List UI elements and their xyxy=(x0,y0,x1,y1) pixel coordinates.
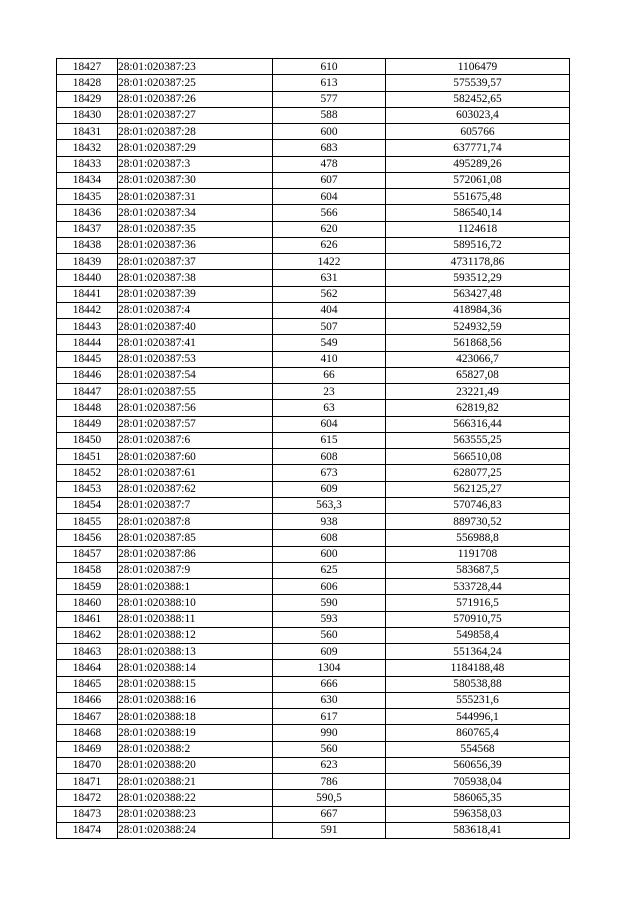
cadastral-number-cell: 28:01:020387:57 xyxy=(118,416,273,432)
area-cell: 1304 xyxy=(273,660,386,676)
table-row xyxy=(57,254,570,270)
row-number-cell: 18430 xyxy=(57,107,118,123)
table-row xyxy=(57,205,570,221)
cadastral-number-cell: 28:01:020388:14 xyxy=(118,660,273,676)
row-number-cell: 18462 xyxy=(57,627,118,643)
table-row xyxy=(57,400,570,416)
row-number-cell: 18438 xyxy=(57,237,118,253)
table-row xyxy=(57,416,570,432)
area-cell: 1422 xyxy=(273,254,386,270)
table-row xyxy=(57,59,570,75)
cadastral-number-cell: 28:01:020387:37 xyxy=(118,254,273,270)
value-cell: 1124618 xyxy=(386,221,570,237)
area-cell: 63 xyxy=(273,400,386,416)
table-row xyxy=(57,367,570,383)
cadastral-number-cell: 28:01:020388:18 xyxy=(118,709,273,725)
row-number-cell: 18474 xyxy=(57,822,118,838)
area-cell: 667 xyxy=(273,806,386,822)
area-cell: 590 xyxy=(273,595,386,611)
row-number-cell: 18448 xyxy=(57,400,118,416)
cadastral-number-cell: 28:01:020387:9 xyxy=(118,562,273,578)
table-row xyxy=(57,627,570,643)
area-cell: 563,3 xyxy=(273,497,386,513)
value-cell: 561868,56 xyxy=(386,335,570,351)
cadastral-number-cell: 28:01:020388:12 xyxy=(118,627,273,643)
value-cell: 62819,82 xyxy=(386,400,570,416)
area-cell: 615 xyxy=(273,432,386,448)
table-row xyxy=(57,319,570,335)
row-number-cell: 18446 xyxy=(57,367,118,383)
value-cell: 586065,35 xyxy=(386,790,570,806)
cadastral-number-cell: 28:01:020387:36 xyxy=(118,237,273,253)
cadastral-number-cell: 28:01:020387:38 xyxy=(118,270,273,286)
table-row xyxy=(57,270,570,286)
table-row xyxy=(57,335,570,351)
value-cell: 566316,44 xyxy=(386,416,570,432)
table-row xyxy=(57,757,570,773)
table-row xyxy=(57,579,570,595)
row-number-cell: 18429 xyxy=(57,91,118,107)
table-row xyxy=(57,140,570,156)
cadastral-number-cell: 28:01:020388:22 xyxy=(118,790,273,806)
area-cell: 478 xyxy=(273,156,386,172)
table-row xyxy=(57,562,570,578)
value-cell: 554568 xyxy=(386,741,570,757)
row-number-cell: 18465 xyxy=(57,676,118,692)
row-number-cell: 18450 xyxy=(57,432,118,448)
value-cell: 562125,27 xyxy=(386,481,570,497)
area-cell: 23 xyxy=(273,384,386,400)
value-cell: 637771,74 xyxy=(386,140,570,156)
table-row xyxy=(57,530,570,546)
row-number-cell: 18468 xyxy=(57,725,118,741)
cadastral-number-cell: 28:01:020387:26 xyxy=(118,91,273,107)
area-cell: 626 xyxy=(273,237,386,253)
row-number-cell: 18464 xyxy=(57,660,118,676)
table-row xyxy=(57,546,570,562)
table-row xyxy=(57,189,570,205)
cadastral-number-cell: 28:01:020388:21 xyxy=(118,774,273,790)
table-row xyxy=(57,107,570,123)
value-cell: 555231,6 xyxy=(386,692,570,708)
area-cell: 410 xyxy=(273,351,386,367)
value-cell: 583687,5 xyxy=(386,562,570,578)
table-row xyxy=(57,384,570,400)
area-cell: 683 xyxy=(273,140,386,156)
area-cell: 673 xyxy=(273,465,386,481)
area-cell: 593 xyxy=(273,611,386,627)
row-number-cell: 18460 xyxy=(57,595,118,611)
table-row xyxy=(57,481,570,497)
area-cell: 560 xyxy=(273,627,386,643)
area-cell: 938 xyxy=(273,514,386,530)
area-cell: 591 xyxy=(273,822,386,838)
table-row xyxy=(57,692,570,708)
value-cell: 605766 xyxy=(386,124,570,140)
table-row xyxy=(57,432,570,448)
row-number-cell: 18440 xyxy=(57,270,118,286)
area-cell: 617 xyxy=(273,709,386,725)
row-number-cell: 18470 xyxy=(57,757,118,773)
table-row xyxy=(57,790,570,806)
table-body xyxy=(57,59,570,839)
row-number-cell: 18445 xyxy=(57,351,118,367)
table-row xyxy=(57,75,570,91)
area-cell: 604 xyxy=(273,416,386,432)
value-cell: 582452,65 xyxy=(386,91,570,107)
cadastral-number-cell: 28:01:020388:1 xyxy=(118,579,273,595)
table-row xyxy=(57,774,570,790)
area-cell: 549 xyxy=(273,335,386,351)
row-number-cell: 18455 xyxy=(57,514,118,530)
cadastral-number-cell: 28:01:020388:23 xyxy=(118,806,273,822)
cadastral-number-cell: 28:01:020387:8 xyxy=(118,514,273,530)
area-cell: 786 xyxy=(273,774,386,790)
row-number-cell: 18456 xyxy=(57,530,118,546)
value-cell: 423066,7 xyxy=(386,351,570,367)
cadastral-number-cell: 28:01:020388:24 xyxy=(118,822,273,838)
row-number-cell: 18459 xyxy=(57,579,118,595)
area-cell: 608 xyxy=(273,449,386,465)
row-number-cell: 18461 xyxy=(57,611,118,627)
table-row xyxy=(57,676,570,692)
cadastral-number-cell: 28:01:020387:4 xyxy=(118,302,273,318)
area-cell: 610 xyxy=(273,59,386,75)
value-cell: 4731178,86 xyxy=(386,254,570,270)
cadastral-number-cell: 28:01:020387:55 xyxy=(118,384,273,400)
table-row xyxy=(57,822,570,838)
row-number-cell: 18433 xyxy=(57,156,118,172)
value-cell: 551675,48 xyxy=(386,189,570,205)
cadastral-number-cell: 28:01:020387:86 xyxy=(118,546,273,562)
cadastral-number-cell: 28:01:020387:62 xyxy=(118,481,273,497)
value-cell: 603023,4 xyxy=(386,107,570,123)
row-number-cell: 18451 xyxy=(57,449,118,465)
cadastral-number-cell: 28:01:020387:56 xyxy=(118,400,273,416)
row-number-cell: 18437 xyxy=(57,221,118,237)
cadastral-number-cell: 28:01:020387:39 xyxy=(118,286,273,302)
value-cell: 705938,04 xyxy=(386,774,570,790)
table-row xyxy=(57,709,570,725)
row-number-cell: 18441 xyxy=(57,286,118,302)
area-cell: 588 xyxy=(273,107,386,123)
row-number-cell: 18436 xyxy=(57,205,118,221)
cadastral-number-cell: 28:01:020387:25 xyxy=(118,75,273,91)
cadastral-number-cell: 28:01:020387:34 xyxy=(118,205,273,221)
area-cell: 609 xyxy=(273,644,386,660)
area-cell: 666 xyxy=(273,676,386,692)
row-number-cell: 18428 xyxy=(57,75,118,91)
row-number-cell: 18452 xyxy=(57,465,118,481)
table-row xyxy=(57,351,570,367)
value-cell: 549858,4 xyxy=(386,627,570,643)
row-number-cell: 18471 xyxy=(57,774,118,790)
area-cell: 623 xyxy=(273,757,386,773)
area-cell: 608 xyxy=(273,530,386,546)
value-cell: 524932,59 xyxy=(386,319,570,335)
area-cell: 604 xyxy=(273,189,386,205)
cadastral-number-cell: 28:01:020388:10 xyxy=(118,595,273,611)
cadastral-number-cell: 28:01:020388:15 xyxy=(118,676,273,692)
table-row xyxy=(57,286,570,302)
area-cell: 404 xyxy=(273,302,386,318)
cadastral-number-cell: 28:01:020387:30 xyxy=(118,172,273,188)
table-row xyxy=(57,660,570,676)
row-number-cell: 18443 xyxy=(57,319,118,335)
table-row xyxy=(57,595,570,611)
row-number-cell: 18449 xyxy=(57,416,118,432)
row-number-cell: 18457 xyxy=(57,546,118,562)
value-cell: 596358,03 xyxy=(386,806,570,822)
value-cell: 583618,41 xyxy=(386,822,570,838)
value-cell: 575539,57 xyxy=(386,75,570,91)
value-cell: 566510,08 xyxy=(386,449,570,465)
cadastral-number-cell: 28:01:020387:60 xyxy=(118,449,273,465)
table-row xyxy=(57,302,570,318)
row-number-cell: 18466 xyxy=(57,692,118,708)
value-cell: 563427,48 xyxy=(386,286,570,302)
value-cell: 563555,25 xyxy=(386,432,570,448)
value-cell: 570746,83 xyxy=(386,497,570,513)
value-cell: 580538,88 xyxy=(386,676,570,692)
area-cell: 507 xyxy=(273,319,386,335)
value-cell: 533728,44 xyxy=(386,579,570,595)
cadastral-number-cell: 28:01:020388:20 xyxy=(118,757,273,773)
cadastral-number-cell: 28:01:020387:29 xyxy=(118,140,273,156)
cadastral-number-cell: 28:01:020387:85 xyxy=(118,530,273,546)
row-number-cell: 18427 xyxy=(57,59,118,75)
area-cell: 990 xyxy=(273,725,386,741)
table-row xyxy=(57,644,570,660)
value-cell: 560656,39 xyxy=(386,757,570,773)
table-row xyxy=(57,611,570,627)
table-row xyxy=(57,806,570,822)
value-cell: 544996,1 xyxy=(386,709,570,725)
value-cell: 65827,08 xyxy=(386,367,570,383)
table-row xyxy=(57,237,570,253)
area-cell: 607 xyxy=(273,172,386,188)
value-cell: 1191708 xyxy=(386,546,570,562)
cadastral-number-cell: 28:01:020387:41 xyxy=(118,335,273,351)
table-row xyxy=(57,449,570,465)
area-cell: 590,5 xyxy=(273,790,386,806)
row-number-cell: 18434 xyxy=(57,172,118,188)
cadastral-number-cell: 28:01:020387:23 xyxy=(118,59,273,75)
area-cell: 631 xyxy=(273,270,386,286)
area-cell: 625 xyxy=(273,562,386,578)
value-cell: 593512,29 xyxy=(386,270,570,286)
area-cell: 613 xyxy=(273,75,386,91)
value-cell: 571916,5 xyxy=(386,595,570,611)
value-cell: 1184188,48 xyxy=(386,660,570,676)
row-number-cell: 18432 xyxy=(57,140,118,156)
cadastral-number-cell: 28:01:020387:54 xyxy=(118,367,273,383)
row-number-cell: 18453 xyxy=(57,481,118,497)
value-cell: 860765,4 xyxy=(386,725,570,741)
cadastral-number-cell: 28:01:020387:40 xyxy=(118,319,273,335)
row-number-cell: 18442 xyxy=(57,302,118,318)
value-cell: 1106479 xyxy=(386,59,570,75)
value-cell: 551364,24 xyxy=(386,644,570,660)
cadastral-number-cell: 28:01:020388:2 xyxy=(118,741,273,757)
table-row xyxy=(57,91,570,107)
row-number-cell: 18444 xyxy=(57,335,118,351)
area-cell: 630 xyxy=(273,692,386,708)
cadastral-number-cell: 28:01:020387:53 xyxy=(118,351,273,367)
cadastral-number-cell: 28:01:020388:13 xyxy=(118,644,273,660)
row-number-cell: 18439 xyxy=(57,254,118,270)
row-number-cell: 18447 xyxy=(57,384,118,400)
table-row xyxy=(57,172,570,188)
cadastral-number-cell: 28:01:020388:19 xyxy=(118,725,273,741)
value-cell: 23221,49 xyxy=(386,384,570,400)
row-number-cell: 18435 xyxy=(57,189,118,205)
cadastral-number-cell: 28:01:020387:7 xyxy=(118,497,273,513)
row-number-cell: 18472 xyxy=(57,790,118,806)
area-cell: 560 xyxy=(273,741,386,757)
table-row xyxy=(57,124,570,140)
table-row xyxy=(57,514,570,530)
cadastral-number-cell: 28:01:020387:27 xyxy=(118,107,273,123)
cadastral-number-cell: 28:01:020388:16 xyxy=(118,692,273,708)
area-cell: 562 xyxy=(273,286,386,302)
value-cell: 586540,14 xyxy=(386,205,570,221)
table-row xyxy=(57,156,570,172)
row-number-cell: 18469 xyxy=(57,741,118,757)
area-cell: 66 xyxy=(273,367,386,383)
cadastral-number-cell: 28:01:020387:3 xyxy=(118,156,273,172)
area-cell: 609 xyxy=(273,481,386,497)
area-cell: 620 xyxy=(273,221,386,237)
value-cell: 418984,36 xyxy=(386,302,570,318)
cadastral-value-table xyxy=(56,58,570,839)
table-row xyxy=(57,725,570,741)
value-cell: 572061,08 xyxy=(386,172,570,188)
value-cell: 556988,8 xyxy=(386,530,570,546)
table-row xyxy=(57,465,570,481)
value-cell: 570910,75 xyxy=(386,611,570,627)
cadastral-number-cell: 28:01:020388:11 xyxy=(118,611,273,627)
row-number-cell: 18467 xyxy=(57,709,118,725)
cadastral-number-cell: 28:01:020387:61 xyxy=(118,465,273,481)
table-row xyxy=(57,221,570,237)
row-number-cell: 18431 xyxy=(57,124,118,140)
row-number-cell: 18473 xyxy=(57,806,118,822)
cadastral-number-cell: 28:01:020387:35 xyxy=(118,221,273,237)
cadastral-number-cell: 28:01:020387:6 xyxy=(118,432,273,448)
value-cell: 889730,52 xyxy=(386,514,570,530)
cadastral-number-cell: 28:01:020387:28 xyxy=(118,124,273,140)
area-cell: 606 xyxy=(273,579,386,595)
cadastral-number-cell: 28:01:020387:31 xyxy=(118,189,273,205)
area-cell: 566 xyxy=(273,205,386,221)
row-number-cell: 18463 xyxy=(57,644,118,660)
row-number-cell: 18454 xyxy=(57,497,118,513)
value-cell: 495289,26 xyxy=(386,156,570,172)
area-cell: 600 xyxy=(273,546,386,562)
area-cell: 600 xyxy=(273,124,386,140)
value-cell: 589516,72 xyxy=(386,237,570,253)
table-row xyxy=(57,497,570,513)
value-cell: 628077,25 xyxy=(386,465,570,481)
row-number-cell: 18458 xyxy=(57,562,118,578)
table-row xyxy=(57,741,570,757)
area-cell: 577 xyxy=(273,91,386,107)
